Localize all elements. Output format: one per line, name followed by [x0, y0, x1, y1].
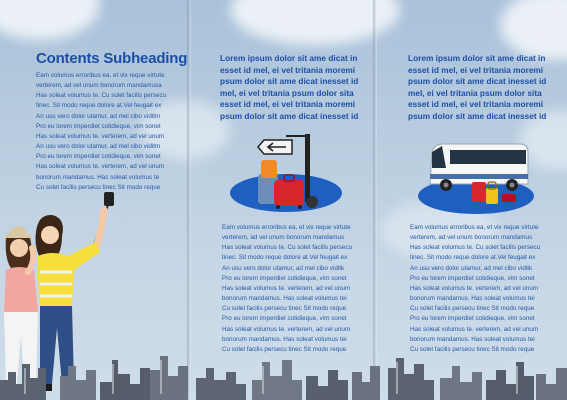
panel3-body	[410, 223, 550, 355]
right-panel	[378, 0, 567, 400]
body-line: Has soleat volumus te. verterem, ad vel unum	[222, 284, 351, 292]
bus-luggage-illustration	[416, 140, 536, 216]
body-line: Eam volumus erroribus ea, et vix reque virtute	[222, 224, 351, 231]
body-line: Has soleat volumus te. Cu solet facilis persecu	[36, 92, 167, 100]
contents-subheading: Contents Subheading	[36, 50, 188, 67]
body-line: Cu solet facilis persecu tinec Sit modo reque	[222, 305, 347, 313]
red-suitcase-icon	[274, 180, 304, 206]
body-line: Pro eu lorem imperdiet cotidieque, vim sonet	[36, 122, 161, 130]
body-line: bonorum mandamus. Has soleat volumus tei	[410, 295, 535, 303]
middle-panel	[192, 0, 374, 400]
left-panel	[0, 0, 188, 400]
city-skyline-illustration	[0, 350, 567, 400]
headline-line: mel, ei vel tritania psum dolor sita	[220, 87, 354, 98]
body-line: Has soleat volumus te. verterem, ad vel unum	[410, 284, 539, 292]
body-line: Pro eu lorem imperdiet cotidieque, vim sonet	[410, 315, 535, 323]
headline-line: mel, ei vel tritania psum dolor sita	[408, 87, 542, 98]
body-line: bonorum mandamus. Has soleat volumus te	[36, 173, 160, 181]
body-line: An usu vero dolor utamur, ad mel cibo viditm	[36, 143, 161, 151]
headline-line: esset id mel, ei vel tritania moremi	[408, 64, 544, 75]
body-line: Pro eu lorem imperdiet cotidieque, vim sonet	[410, 274, 535, 282]
body-line: bonorum mandamus. Has soleat volumus tei	[410, 335, 535, 343]
body-line: An usu vero dolor utamur, ad mel cibo viditm	[36, 112, 161, 120]
body-line: Pro eu lorem imperdiet cotidieque, vim sonet	[36, 153, 161, 161]
headline-line: Lorem ipsum dolor sit ame dicat in	[408, 53, 546, 63]
phone-icon	[104, 192, 114, 206]
body-line: tinec. Sit modo reque dolore at.Vel feugait ex	[410, 254, 536, 262]
bag-icon	[261, 160, 277, 178]
panel2-body	[222, 223, 362, 355]
sign-pole	[305, 134, 310, 202]
body-line: Has soleat volumus te. Cu solet facilis persecu	[222, 244, 353, 252]
body-line: An usu vero dolor utamur, ad mel cibo viditk	[222, 264, 345, 272]
luggage-signpost-illustration	[228, 128, 346, 214]
body-line: verterem, ad vel unum bonorum mandamus	[410, 234, 533, 242]
body-line: Eam volumus erroribus ea, et vix reque virtute	[36, 72, 165, 79]
headline-line: esset id mel, ei vel tritania moremi	[408, 99, 544, 110]
headline-line: Lorem ipsum dolor sit ame dicat in	[220, 53, 358, 63]
body-line: Pro eu lorem imperdiet cotidieque, vim sonet	[222, 274, 347, 282]
headline-line: psum dolor sit ame dicat inesset id	[408, 76, 547, 87]
body-line: Cu solet facilis persecu tinec Sit modo reque	[410, 345, 535, 353]
red-suitcase-icon	[472, 182, 486, 202]
headline-line: psum dolor sit ame dicat inesset id	[220, 76, 359, 87]
headline-line: psum dolor sit ame dicat inesset id	[408, 110, 547, 121]
body-line: bonorum mandamus. Has soleat volumus tei	[222, 295, 347, 303]
body-line: An usu vero dolor utamur, ad mel cibo viditk	[410, 264, 533, 272]
body-line: Pro eu lorem imperdiet cotidieque, vim sonet	[222, 315, 347, 323]
headline-line: psum dolor sit ame dicat inesset id	[220, 110, 359, 121]
body-line: Eam volumus erroribus ea, et vix reque virtute	[410, 224, 539, 231]
body-line: Has soleat volumus te. verterem, ad vel unum	[36, 132, 165, 140]
body-line: Has soleat volumus te. verterem, ad vel unum	[222, 325, 351, 333]
headline-line: esset id mel, ei vel tritania moremi	[220, 64, 356, 75]
panel1-body	[36, 71, 176, 193]
body-line: tinec. Sit modo reque dolore at.Vel feugait ex	[222, 254, 348, 262]
body-line: verterem, ad vel unum bonorum mandamus	[222, 234, 345, 242]
body-line: Has soleat volumus te. verterem, ad vel unum	[410, 325, 539, 333]
panel2-headline	[220, 53, 370, 123]
headline-line: esset id mel, ei vel tritania moremi	[220, 99, 356, 110]
bag-icon	[502, 194, 516, 202]
body-line: bonorum mandamus. Has soleat volumus tei	[222, 335, 347, 343]
body-line: Has soleat volumus te. verterem, ad vel unum	[36, 163, 165, 171]
yellow-suitcase-icon	[486, 188, 498, 204]
body-line: Cu solet facilis persecu tinec Sit modo reque	[222, 345, 347, 353]
body-line: Has soleat volumus te. Cu solet facilis persecu	[410, 244, 541, 252]
panel3-headline	[408, 53, 564, 123]
body-line: Cu solet facilis persecu tinec Sit modo reque	[410, 305, 535, 313]
body-line: verterem, ad vel unum bonorum mandamusa	[36, 82, 162, 90]
body-line: tinec. Sit modo reque dolore at.Vel feugait ex	[36, 102, 162, 110]
body-line: Cu solet facilis persecu tinec Sit modo reque	[36, 183, 161, 191]
